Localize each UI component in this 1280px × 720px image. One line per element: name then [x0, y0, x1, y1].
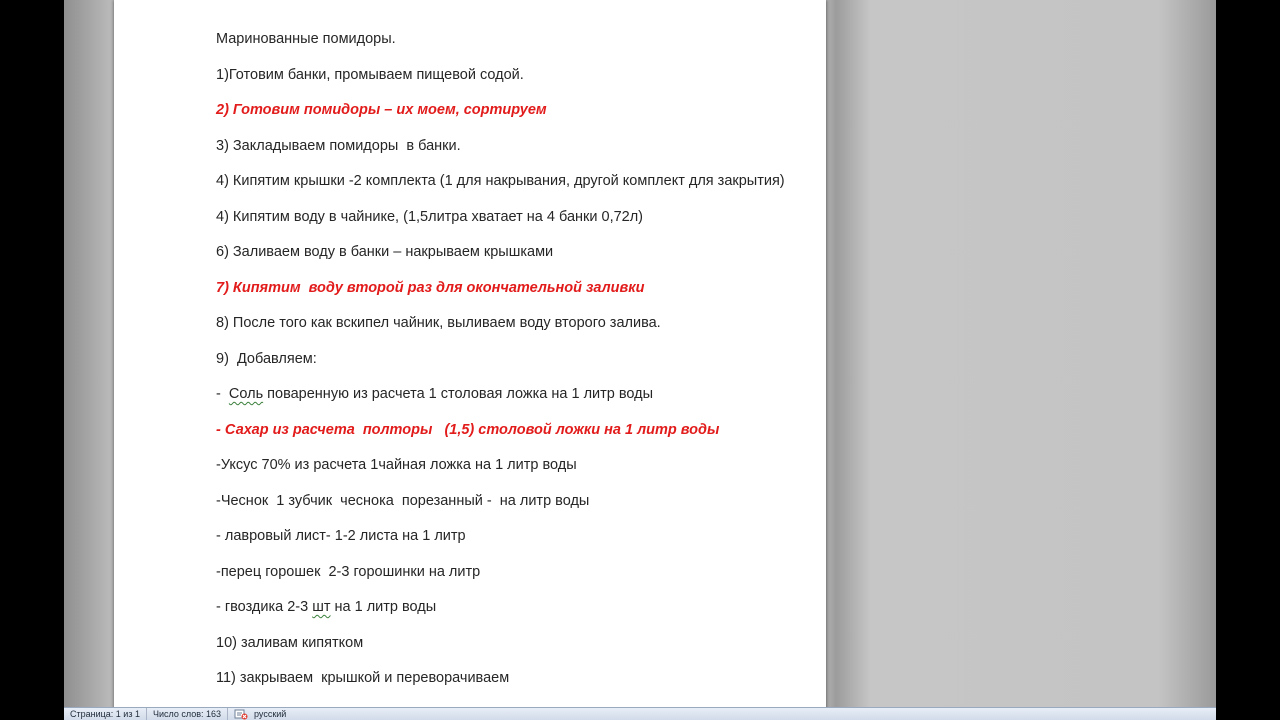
- paragraph-list: [216, 63, 816, 691]
- word-count[interactable]: Число слов: 163: [147, 708, 228, 720]
- paragraph-text: поваренную из расчета 1 столовая ложка на 1 литр воды: [263, 386, 654, 402]
- paragraph[interactable]: 6) Заливаем воду в банки – накрываем крышками: [216, 244, 554, 260]
- paragraph[interactable]: 9) Добавляем:: [216, 350, 317, 367]
- document-workspace[interactable]: [64, 0, 1216, 707]
- paragraph[interactable]: 2) Готовим помидоры – их моем, сортируем: [216, 102, 547, 118]
- paragraph[interactable]: 10) заливам кипятком: [216, 634, 364, 651]
- paragraph[interactable]: 11) закрываем крышкой и переворачиваем: [216, 670, 510, 686]
- document-page[interactable]: [114, 0, 826, 707]
- paragraph[interactable]: -Чеснок 1 зубчик чеснока порезанный - на литр воды: [216, 492, 590, 509]
- paragraph[interactable]: [216, 382, 816, 406]
- language-indicator[interactable]: [228, 708, 292, 720]
- paragraph[interactable]: 7) Кипятим воду второй раз для окончательной заливки: [216, 279, 645, 296]
- paragraph[interactable]: 1)Готовим банки, промываем пищевой содой.: [216, 66, 524, 83]
- paragraph[interactable]: 4) Кипятим воду в чайнике, (1,5литра хватает на 4 банки 0,72л): [216, 208, 644, 225]
- paragraph[interactable]: - Сахар из расчета полторы (1,5) столовой ложки на 1 литр воды: [216, 421, 720, 438]
- paragraph[interactable]: [216, 595, 816, 619]
- paragraph[interactable]: 8) После того как вскипел чайник, выливаем воду второго залива.: [216, 315, 661, 331]
- paragraph-text: на 1 литр воды: [330, 599, 437, 615]
- status-bar: [64, 707, 1216, 720]
- paragraph[interactable]: -перец горошек 2-3 горошинки на литр: [216, 563, 481, 580]
- proofing-errors-icon[interactable]: [234, 709, 248, 720]
- paragraph[interactable]: -Уксус 70% из расчета 1чайная ложка на 1 литр воды: [216, 457, 577, 473]
- paragraph-text: -: [216, 386, 229, 402]
- document-title[interactable]: Маринованные помидоры.: [216, 31, 396, 47]
- language-label: русский: [254, 709, 287, 719]
- paragraph[interactable]: 4) Кипятим крышки -2 комплекта (1 для накрывания, другой комплект для закрытия): [216, 173, 785, 189]
- spelling-flagged-word[interactable]: Соль: [228, 386, 264, 402]
- page-count[interactable]: Страница: 1 из 1: [64, 708, 147, 720]
- paragraph-text: - гвоздика 2-3: [216, 599, 313, 615]
- spelling-flagged-word[interactable]: шт: [312, 599, 331, 615]
- paragraph[interactable]: - лавровый лист- 1-2 листа на 1 литр: [216, 528, 466, 544]
- document-body[interactable]: [216, 27, 816, 702]
- paragraph[interactable]: 3) Закладываем помидоры в банки.: [216, 137, 461, 154]
- word-window: [64, 0, 1216, 720]
